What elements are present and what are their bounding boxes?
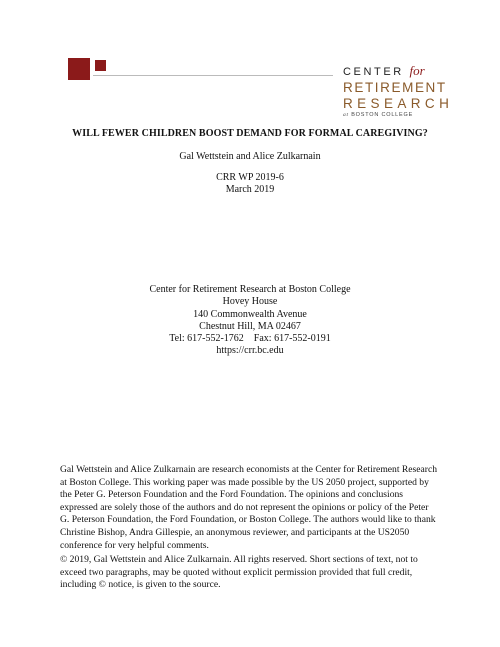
paper-date: March 2019 bbox=[225, 184, 275, 195]
logo-square-small bbox=[95, 60, 106, 71]
paper-title: WILL FEWER CHILDREN BOOST DEMAND FOR FORMAL CAREGIVING? bbox=[72, 128, 428, 139]
paper-number: CRR WP 2019-6 bbox=[216, 172, 284, 183]
copyright-paragraph: © 2019, Gal Wettstein and Alice Zulkarnain. All rights reserved. Short sections of text, not to exceed two paragraphs, may be quoted without explicit permission provided that full credit, including © notice, is given to the source. bbox=[60, 554, 418, 591]
logo-bc-text: BOSTON COLLEGE bbox=[351, 112, 414, 118]
address-url: https://crr.bc.edu bbox=[216, 345, 284, 357]
crr-logo bbox=[343, 64, 453, 119]
address-line-2: Hovey House bbox=[222, 296, 278, 308]
header-rule bbox=[93, 75, 333, 76]
paper-info bbox=[0, 172, 500, 196]
address-line-5: Tel: 617-552-1762 Fax: 617-552-0191 bbox=[169, 333, 331, 345]
logo-square-large bbox=[68, 58, 90, 80]
logo-line-retirement: RETIREMENT bbox=[343, 80, 447, 95]
address-line-1: Center for Retirement Research at Boston College bbox=[149, 284, 351, 295]
address-block bbox=[0, 284, 500, 358]
author-note-paragraph: Gal Wettstein and Alice Zulkarnain are research economists at the Center for Retirement Research at Boston College. This working paper was made possible by the US 2050 project, supported by the Peter G. Peterson Foundation and the Ford Foundation. The opinions and conclusions expressed are solely those of the authors and do not represent the opinions or policy of the Peter G. Peterson Foundation, the Ford Foundation, or Boston College. The authors would like to thank Christine Bishop, Andra Gillespie, an anonymous reviewer, and participants at the US2050 conference for very helpful comments. bbox=[60, 464, 438, 551]
address-line-3: 140 Commonwealth Avenue bbox=[193, 308, 307, 320]
logo-line-boston-college bbox=[343, 113, 453, 119]
logo-for-text: for bbox=[409, 63, 425, 78]
logo-at-text: at bbox=[343, 112, 349, 118]
address-line-4: Chestnut Hill, MA 02467 bbox=[199, 320, 301, 332]
logo-center-text: CENTER bbox=[343, 66, 404, 78]
paper-authors: Gal Wettstein and Alice Zulkarnain bbox=[179, 151, 321, 162]
logo-line-center bbox=[343, 64, 453, 78]
logo-line-research: RESEARCH bbox=[343, 95, 454, 111]
